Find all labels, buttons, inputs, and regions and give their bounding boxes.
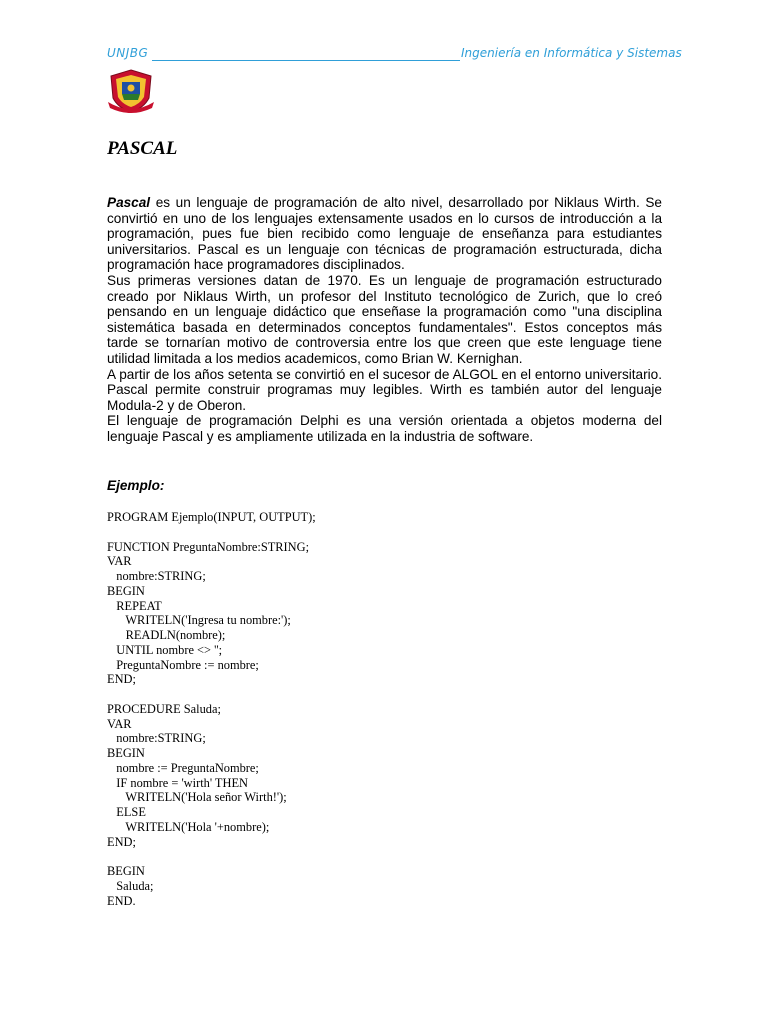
code-line: READLN(nombre);: [107, 628, 226, 642]
code-line: VAR: [107, 554, 132, 569]
code-line: IF nombre = 'wirth' THEN: [107, 775, 248, 790]
code-line: ELSE: [107, 805, 146, 819]
code-line: END;: [107, 672, 136, 687]
code-line: WRITELN('Hola señor Wirth!');: [107, 790, 287, 805]
header-department: Ingeniería en Informática y Sistemas: [461, 46, 682, 60]
code-line: BEGIN: [107, 746, 145, 760]
code-line: END.: [107, 893, 136, 908]
code-line: BEGIN: [107, 583, 145, 598]
code-line: [107, 525, 507, 540]
code-line: END;: [107, 834, 136, 849]
code-line: nombre:STRING;: [107, 731, 206, 746]
university-crest-icon: [106, 68, 156, 114]
code-line: WRITELN('Ingresa tu nombre:');: [107, 613, 291, 628]
body-text: [107, 195, 662, 445]
code-line: VAR: [107, 716, 132, 731]
paragraph-algol: A partir de los años setenta se convirtió en el sucesor de ALGOL en el entorno universitario. Pascal permite construir programas muy legibles. Wirth es también autor del lenguaje Modula-2 y de Oberon.: [107, 366, 662, 413]
code-line: REPEAT: [107, 598, 162, 613]
header-rule: [152, 60, 460, 61]
code-line: PROGRAM Ejemplo(INPUT, OUTPUT);: [107, 510, 316, 524]
code-line: nombre := PreguntaNombre;: [107, 760, 259, 775]
header-institution: UNJBG: [107, 46, 149, 60]
code-line: [107, 687, 507, 702]
code-line: PreguntaNombre := nombre;: [107, 657, 259, 672]
paragraph-intro: [107, 195, 662, 273]
code-line: PROCEDURE Saluda;: [107, 701, 221, 716]
paragraph-intro-text: es un lenguaje de programación de alto nivel, desarrollado por Niklaus Wirth. Se convirtió en uno de los lenguajes extensamente usados en lo cursos de introducción a la programación, pues fue bien recibido como lenguaje de enseñanza para estudiantes universitarios. Pascal es un lenguaje con técnicas de programación estructurada, dicha programación hace programadores disciplinados.: [107, 195, 662, 273]
paragraph-history: Sus primeras versiones datan de 1970. Es un lenguaje de programación estructurado creado por Niklaus Wirth, un profesor del Instituto tecnológico de Zurich, que lo creó pensando en un lenguaje didáctico que enseñase la programación como "una disciplina sistemática basada en determinados conceptos fundamentales". Estos conceptos más tarde se tornarían motivo de controversia entre los que creen que este lenguage tiene utilidad limitada a los medios academicos, como Brian W. Kernighan.: [107, 272, 662, 366]
example-heading: Ejemplo:: [107, 478, 165, 493]
code-line: BEGIN: [107, 864, 145, 878]
code-line: FUNCTION PreguntaNombre:STRING;: [107, 539, 310, 554]
code-line: [107, 849, 507, 864]
code-line: UNTIL nombre <> '';: [107, 642, 223, 657]
paragraph-delphi: El lenguaje de programación Delphi es una versión orientada a objetos moderna del lenguaje Pascal y es ampliamente utilizada en la industria de software.: [107, 413, 662, 444]
paragraph-lead: Pascal: [107, 195, 151, 210]
page-title: PASCAL: [107, 138, 178, 159]
code-listing: [107, 510, 507, 908]
code-line: Saluda;: [107, 878, 154, 893]
code-line: WRITELN('Hola '+nombre);: [107, 819, 270, 834]
code-line: nombre:STRING;: [107, 569, 206, 583]
